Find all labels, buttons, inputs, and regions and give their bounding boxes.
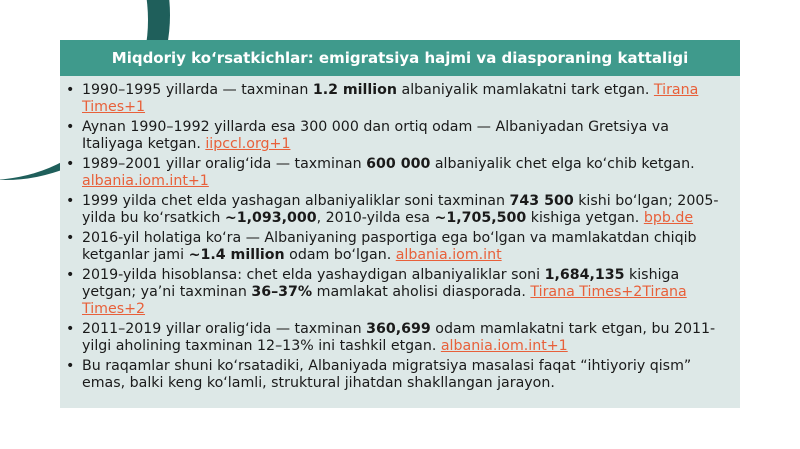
item-text: 2016-yil holatiga ko‘ra — Albaniyaning pasportiga ega bo‘lgan va mamlakatdan chiqib ketganlar jami [82, 230, 697, 263]
bold-figure: 1,684,135 [544, 267, 625, 283]
item-text: 1989–2001 yillar oralig‘ida — taxminan [82, 156, 367, 172]
item-text: kishiga yetgan. [526, 210, 644, 226]
item-text: albaniyalik mamlakatni tark etgan. [396, 82, 654, 98]
panel-header [60, 40, 740, 76]
item-text: Bu raqamlar shuni ko‘rsatadiki, Albaniyada migratsiya masalasi faqat “ihtiyoriy qism” emas, balki keng ko‘lamli, struktural jihatdan shakllangan jarayon. [82, 358, 692, 391]
bold-figure: 36–37% [251, 284, 313, 300]
bold-figure: ~1,705,500 [434, 210, 527, 226]
item-text: 1990–1995 yillarda — taxminan [82, 82, 313, 98]
item-text: , 2010-yilda esa [316, 210, 435, 226]
source-link[interactable]: bpb.de [643, 210, 694, 226]
bold-figure: 600 000 [366, 156, 431, 172]
source-link[interactable]: Tirana Times+1 [82, 82, 699, 115]
bold-figure: ~1.4 million [188, 247, 285, 263]
list-item [80, 119, 732, 153]
item-text: odam mamlakatni tark etgan, bu 2011-yilgi aholining taxminan 12–13% ini tashkil etgan. [82, 321, 716, 354]
content-panel [60, 40, 740, 408]
bold-figure: ~1,093,000 [224, 210, 317, 226]
item-text: Aynan 1990–1992 yillarda esa 300 000 dan ortiq odam — Albaniyadan Gretsiya va Italiyaga ketgan. [82, 119, 669, 152]
list-item [80, 358, 732, 392]
list-item [80, 156, 732, 190]
source-link[interactable]: Tirana Times+2Tirana Times+2 [82, 284, 687, 317]
bold-figure: 1.2 million [312, 82, 397, 98]
source-link[interactable]: albania.iom.int [395, 247, 502, 263]
item-text: 2011–2019 yillar oralig‘ida — taxminan [82, 321, 367, 337]
source-link[interactable]: albania.iom.int+1 [82, 173, 209, 189]
list-item [80, 267, 732, 318]
item-text: kishiga yetgan; ya’ni taxminan [82, 267, 680, 300]
item-text: 1999 yilda chet elda yashagan albaniyaliklar soni taxminan [82, 193, 510, 209]
item-text: kishi bo‘lgan; 2005-yilda bu ko‘rsatkich [82, 193, 719, 226]
source-link[interactable]: iipccl.org+1 [205, 136, 291, 152]
list-item [80, 230, 732, 264]
bullet-list [60, 76, 740, 392]
bold-figure: 360,699 [366, 321, 431, 337]
item-text: mamlakat aholisi diasporada. [312, 284, 531, 300]
list-item [80, 193, 732, 227]
panel-title: Miqdoriy ko‘rsatkichlar: emigratsiya hajmi va diasporaning kattaligi [111, 49, 689, 67]
bold-figure: 743 500 [509, 193, 574, 209]
item-text: odam bo‘lgan. [284, 247, 396, 263]
list-item [80, 82, 732, 116]
source-link[interactable]: albania.iom.int+1 [440, 338, 568, 354]
item-text: 2019-yilda hisoblansa: chet elda yashaydigan albaniyaliklar soni [82, 267, 545, 283]
item-text: albaniyalik chet elga ko‘chib ketgan. [430, 156, 695, 172]
list-item [80, 321, 732, 355]
